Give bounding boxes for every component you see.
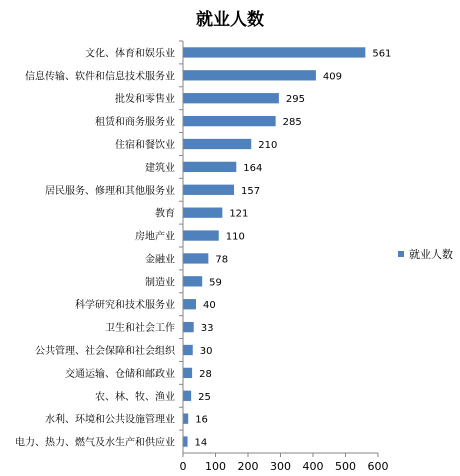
bar [183,345,193,355]
bar [183,253,208,263]
data-label: 561 [372,48,392,60]
category-label: 水利、环境和公共设施管理业 [45,414,175,426]
data-label: 157 [241,185,261,197]
bar [183,47,365,57]
bar [183,116,276,126]
data-label: 110 [225,231,245,243]
data-label: 409 [322,71,343,83]
data-label: 30 [199,346,213,357]
category-label: 电力、热力、燃气及水生产和供应业 [15,437,175,449]
bar [183,230,219,240]
data-label: 295 [285,94,305,106]
bar [183,322,194,332]
axes [179,41,392,473]
data-label: 210 [258,140,278,151]
category-label: 建筑业 [145,162,175,174]
data-label: 33 [200,323,214,335]
bar [183,436,188,446]
bar [183,139,251,149]
data-label: 164 [243,162,263,174]
category-label: 批发和零售业 [115,94,175,106]
bar [183,208,222,218]
category-label: 交通运输、仓储和邮政业 [65,368,175,380]
x-tick-label: 400 [302,460,324,473]
category-label: 居民服务、修理和其他服务业 [45,185,175,197]
category-label: 教育 [155,208,175,220]
bar [183,414,188,424]
x-tick-label: 500 [335,460,356,473]
value-labels [195,48,392,448]
bar [183,93,279,103]
x-tick-label: 100 [205,460,226,473]
bar [183,391,191,401]
category-label: 科学研究和技术服务业 [75,300,175,312]
legend-label: 就业人数 [409,248,453,261]
legend-swatch [398,251,404,257]
category-label: 农、林、牧、渔业 [95,391,175,403]
data-label: 78 [215,254,229,266]
category-label: 金融业 [145,254,175,266]
data-label: 16 [195,414,208,426]
data-label: 14 [194,437,208,449]
x-tick-label: 300 [270,460,291,473]
category-label: 卫生和社会工作 [105,323,175,335]
category-labels [15,46,176,448]
category-label: 信息传输、软件和信息技术服务业 [25,71,175,83]
data-label: 285 [282,117,302,129]
bar [183,162,236,172]
x-tick-label: 0 [179,460,187,473]
bar [183,368,192,378]
bar [183,299,196,309]
x-tick-label: 600 [367,460,389,473]
data-label: 121 [229,208,249,220]
category-label: 房地产业 [135,231,175,243]
x-tick-label: 200 [237,460,259,473]
category-label: 文化、体育和娱乐业 [85,48,175,60]
data-label: 59 [209,277,222,289]
legend [398,247,453,261]
category-label: 住宿和餐饮业 [115,140,175,151]
chart-title: 就业人数 [196,10,264,30]
bar [183,70,316,80]
data-label: 28 [199,368,212,380]
data-label: 25 [198,391,211,403]
category-label: 租赁和商务服务业 [95,117,175,129]
data-label: 40 [203,300,216,312]
bar-group [183,47,365,446]
category-label: 制造业 [145,277,175,289]
bar [183,276,202,286]
category-label: 公共管理、社会保障和社会组织 [35,346,175,357]
bar [183,185,234,195]
